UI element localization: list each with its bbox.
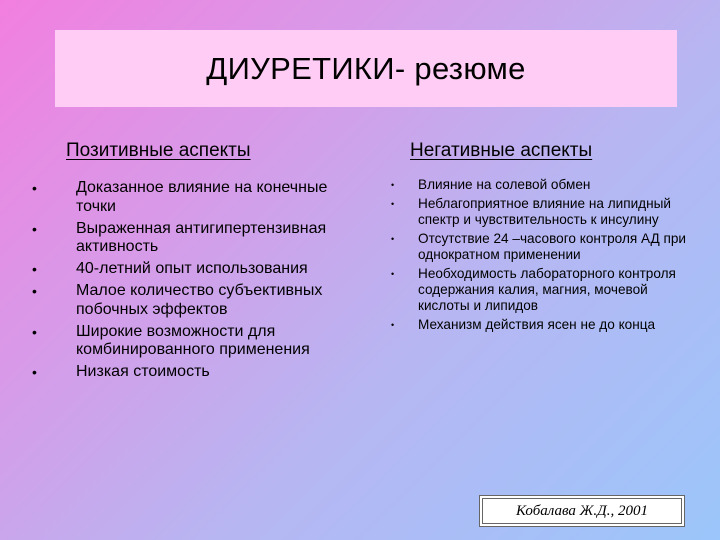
list-item-text: Низкая стоимость	[76, 363, 210, 380]
list-item	[32, 219, 336, 257]
list-item	[391, 266, 688, 314]
list-item	[32, 322, 336, 360]
bullet: •	[391, 234, 395, 244]
list-item-text: Выраженная антигипертензивная активность	[76, 219, 327, 255]
positive-aspects-list	[32, 179, 336, 385]
bullet: •	[32, 283, 37, 299]
list-item-text: Доказанное влияние на конечные точки	[76, 179, 328, 215]
negative-aspects-heading: Негативные аспекты	[410, 140, 593, 161]
list-item	[32, 282, 336, 319]
slide-title: ДИУРЕТИКИ- резюме	[206, 50, 526, 86]
list-item	[32, 260, 336, 279]
list-item-text: Механизм действия ясен не до конца	[418, 317, 656, 332]
list-item-text: Необходимость лабораторного контроля содержания калия, магния, мочевой кислоты и липидов	[418, 266, 676, 313]
list-item	[32, 363, 336, 382]
bullet: •	[32, 364, 37, 380]
slide-title-box	[55, 30, 677, 107]
list-item-text: Влияние на солевой обмен	[418, 177, 591, 192]
negative-aspects-list	[391, 177, 688, 336]
citation-box	[479, 495, 685, 527]
list-item-text: Широкие возможности для комбинированного применения	[76, 322, 310, 358]
list-item-text: Отсутствие 24 –часового контроля АД при однократном применении	[418, 231, 687, 262]
list-item	[391, 317, 688, 333]
positive-aspects-heading: Позитивные аспекты	[66, 140, 251, 161]
list-item	[391, 177, 688, 193]
list-item	[391, 231, 688, 263]
bullet: •	[32, 220, 37, 237]
list-item	[391, 196, 688, 228]
list-item-text: 40-летний опыт использования	[76, 260, 308, 277]
bullet: •	[391, 199, 395, 209]
bullet: •	[391, 269, 395, 279]
bullet: •	[32, 180, 37, 196]
bullet: •	[391, 320, 395, 330]
citation-text: Кобалава Ж.Д., 2001	[516, 502, 648, 519]
list-item-text: Малое количество субъективных побочных эффектов	[76, 282, 323, 318]
bullet: •	[391, 180, 395, 190]
list-item	[32, 179, 336, 216]
bullet: •	[32, 261, 37, 277]
bullet: •	[32, 323, 37, 340]
list-item-text: Неблагоприятное влияние на липидный спектр и чувствительность к инсулину	[418, 196, 671, 227]
